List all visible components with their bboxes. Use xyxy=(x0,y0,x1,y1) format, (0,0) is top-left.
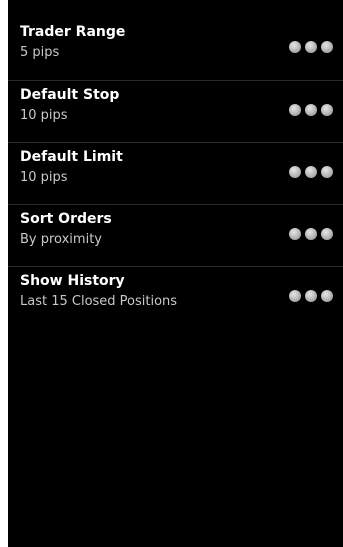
setting-title: Default Stop xyxy=(20,87,120,103)
dot xyxy=(289,228,301,240)
setting-value: 10 pips xyxy=(20,170,68,185)
dot xyxy=(305,104,317,116)
setting-value: 10 pips xyxy=(20,108,68,123)
dot xyxy=(289,166,301,178)
settings-screen xyxy=(8,0,343,547)
setting-trader-range[interactable] xyxy=(8,18,343,80)
dot xyxy=(289,41,301,53)
more-dots-icon[interactable] xyxy=(289,40,333,54)
more-dots-icon[interactable] xyxy=(289,289,333,303)
setting-value: Last 15 Closed Positions xyxy=(20,294,178,309)
setting-default-stop[interactable] xyxy=(8,80,343,142)
dot xyxy=(321,290,333,302)
dot xyxy=(305,41,317,53)
setting-title: Default Limit xyxy=(20,149,123,165)
setting-sort-orders[interactable] xyxy=(8,204,343,266)
dot xyxy=(305,228,317,240)
more-dots-icon[interactable] xyxy=(289,103,333,117)
dot xyxy=(321,166,333,178)
dot xyxy=(305,166,317,178)
setting-value: 5 pips xyxy=(20,45,60,60)
dot xyxy=(289,290,301,302)
dot xyxy=(305,290,317,302)
setting-title: Sort Orders xyxy=(20,211,112,227)
more-dots-icon[interactable] xyxy=(289,165,333,179)
dot xyxy=(289,104,301,116)
dot xyxy=(321,41,333,53)
dot xyxy=(321,104,333,116)
setting-title: Trader Range xyxy=(20,24,126,40)
settings-list xyxy=(8,18,343,328)
setting-value: By proximity xyxy=(20,232,102,247)
setting-show-history[interactable] xyxy=(8,266,343,328)
setting-title: Show History xyxy=(20,273,125,289)
setting-default-limit[interactable] xyxy=(8,142,343,204)
more-dots-icon[interactable] xyxy=(289,227,333,241)
dot xyxy=(321,228,333,240)
